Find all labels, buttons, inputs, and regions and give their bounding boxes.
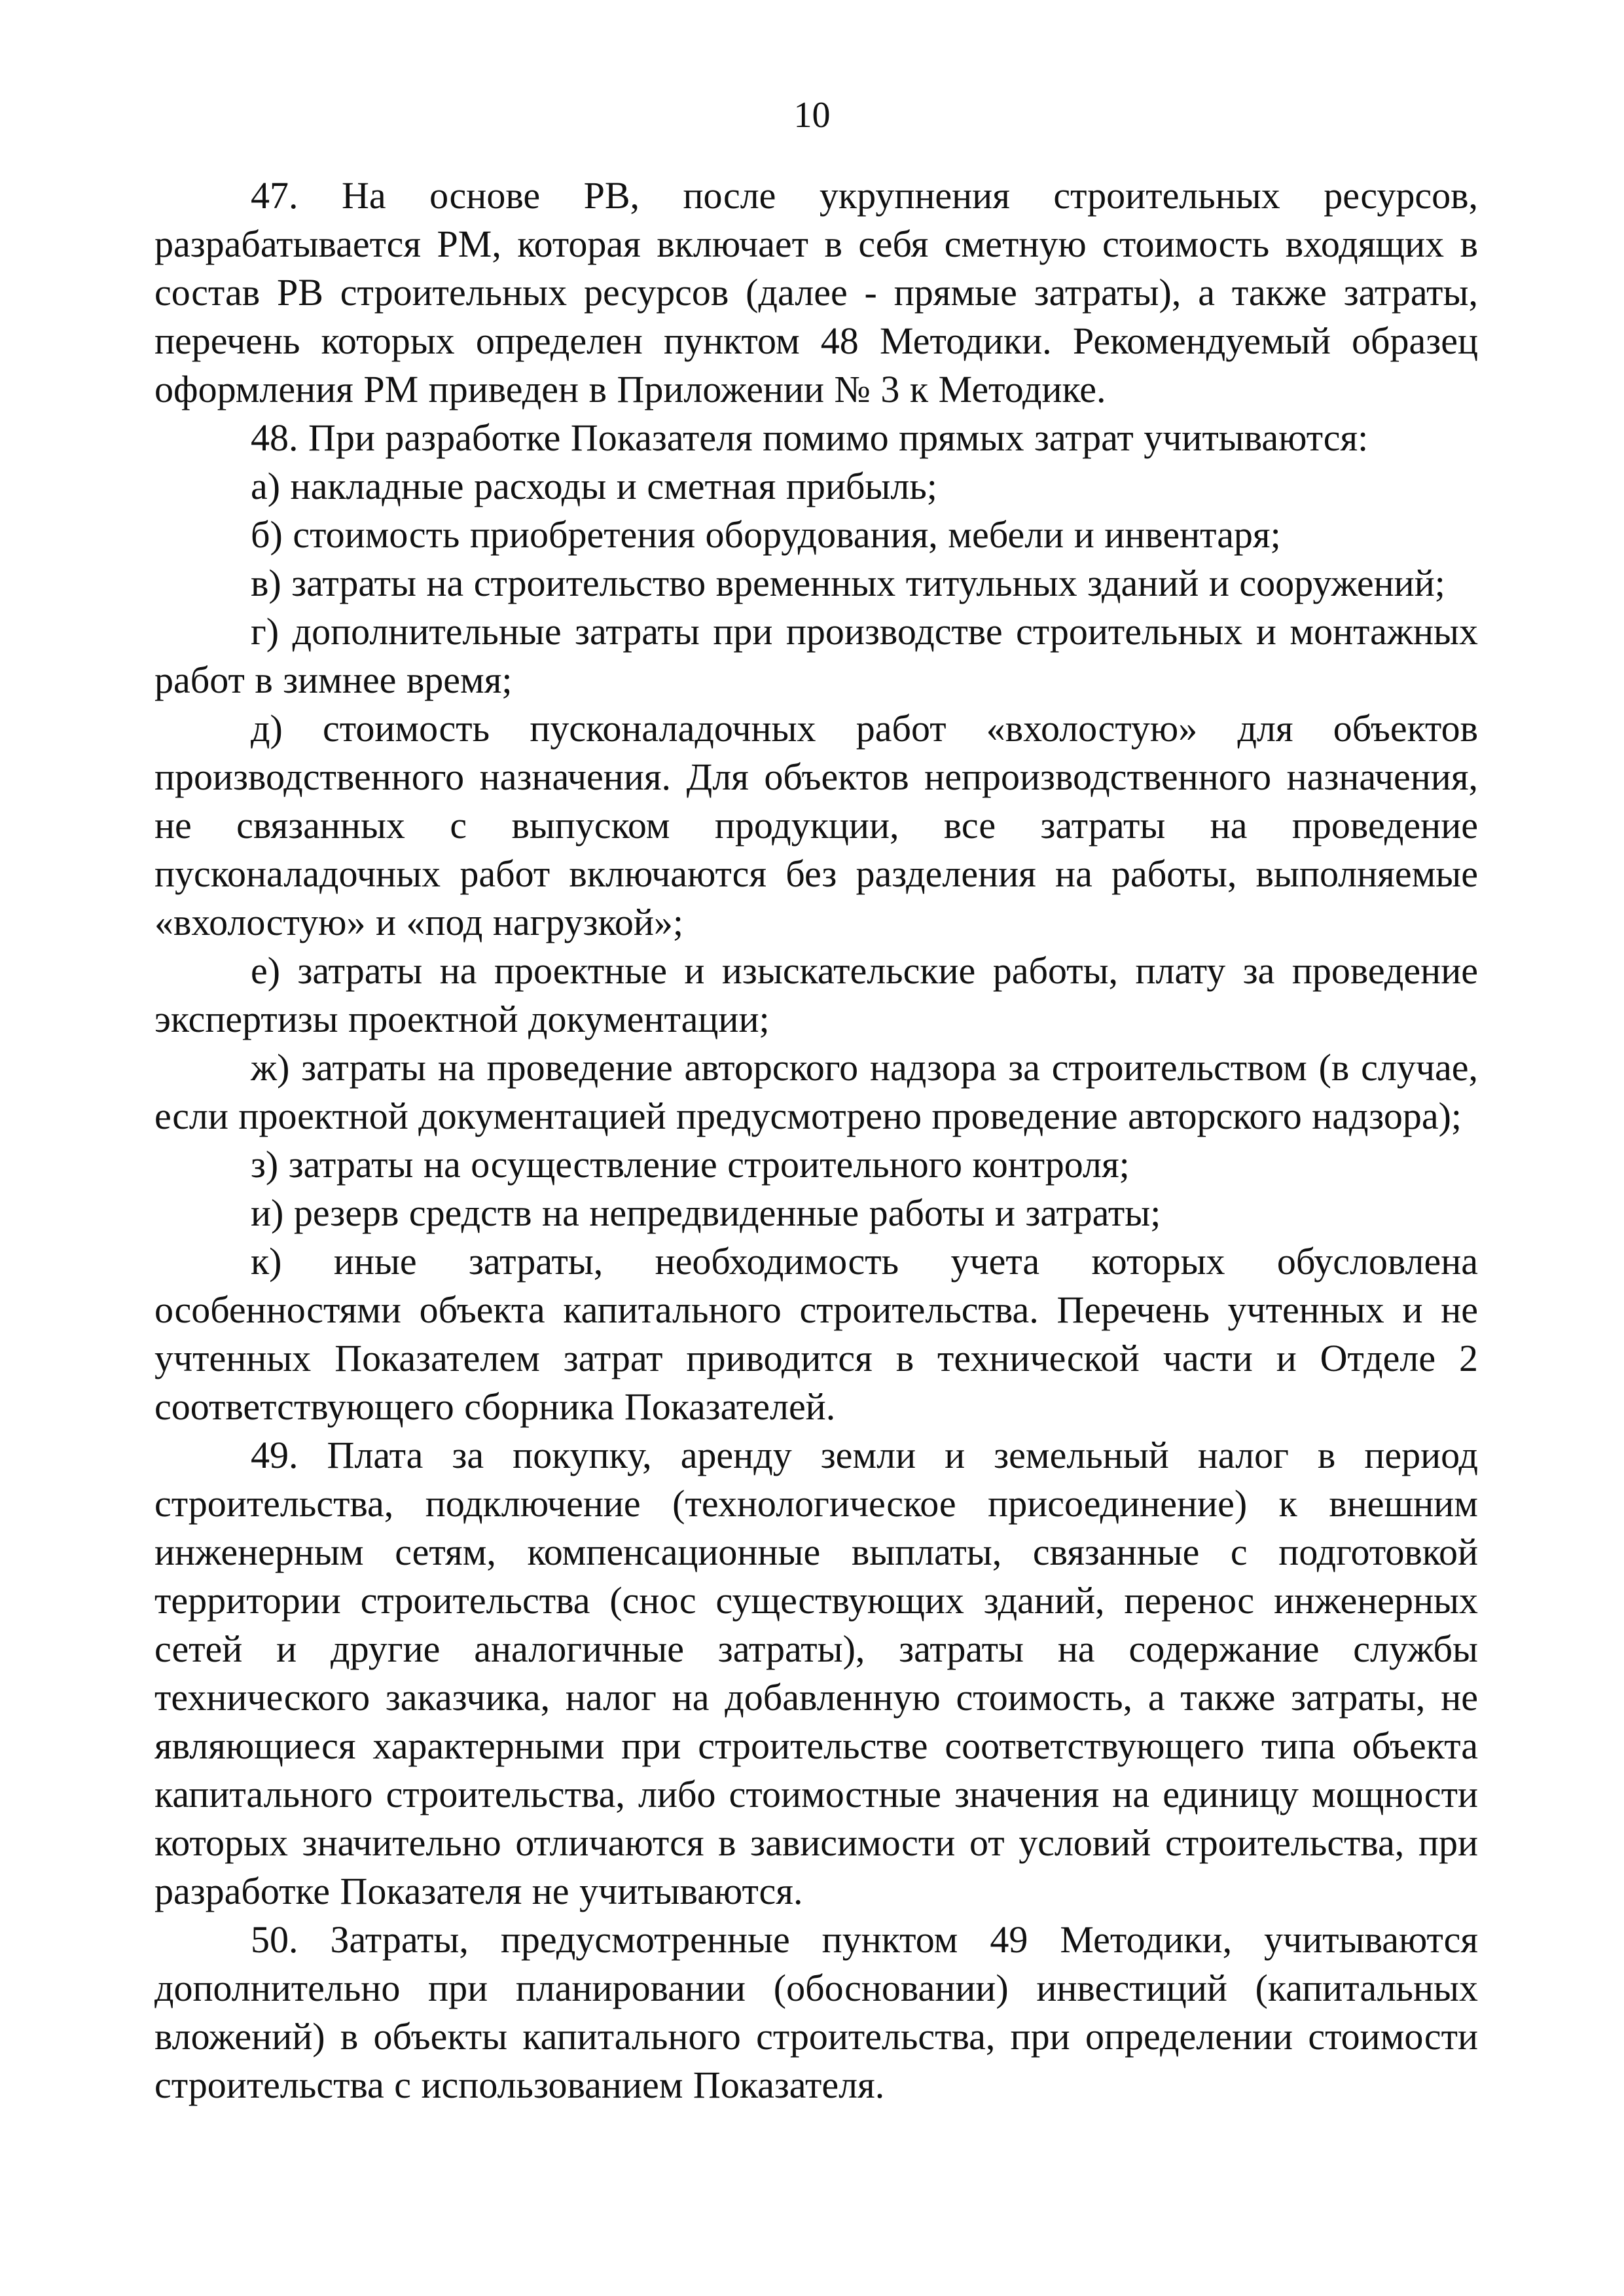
list-item-b: б) стоимость приобретения оборудования, мебели и инвентаря; <box>251 513 1281 556</box>
paragraph-49: 49. Плата за покупку, аренду земли и земельный налог в период строительства, подключение (технологическое присоединение) к внешним инженерным сетям, компенсационные выплаты, связанные с подготовкой территории строительства (снос существующих зданий, перенос инженерных сетей и другие аналогичные затраты), затраты на содержание службы технического заказчика, налог на добавленную стоимость, а также затраты, не являющиеся характерными при строительстве соответствующего типа объекта капитального строительства, либо стоимостные значения на единицу мощности которых значительно отличаются в зависимости от условий строительства, при разработке Показателя не учитываются. <box>154 1434 1478 1912</box>
paragraph-48: 48. При разработке Показателя помимо прямых затрат учитываются: <box>251 416 1369 459</box>
list-item-v: в) затраты на строительство временных титульных зданий и сооружений; <box>251 562 1445 604</box>
list-item-g: г) дополнительные затраты при производстве строительных и монтажных работ в зимнее время; <box>154 610 1478 701</box>
document-body <box>154 172 1478 2109</box>
list-item-z: з) затраты на осуществление строительного контроля; <box>251 1143 1130 1186</box>
list-item-e: е) затраты на проектные и изыскательские работы, плату за проведение экспертизы проектной документации; <box>154 949 1478 1040</box>
page-number: 10 <box>793 95 831 136</box>
list-item-i: и) резерв средств на непредвиденные работы и затраты; <box>251 1192 1161 1234</box>
list-item-k: к) иные затраты, необходимость учета которых обусловлена особенностями объекта капитального строительства. Перечень учтенных и не учтенных Показателем затрат приводится в технической части и Отделе 2 соответствующего сборника Показателей. <box>154 1240 1478 1428</box>
paragraph-50: 50. Затраты, предусмотренные пунктом 49 Методики, учитываются дополнительно при планировании (обосновании) инвестиций (капитальных вложений) в объекты капитального строительства, при определении стоимости строительства с использованием Показателя. <box>154 1918 1478 2106</box>
list-item-d: д) стоимость пусконаладочных работ «вхолостую» для объектов производственного назначения. Для объектов непроизводственного назначения, не связанных с выпуском продукции, все затраты на проведение пусконаладочных работ включаются без разделения на работы, выполняемые «вхолостую» и «под нагрузкой»; <box>154 707 1478 943</box>
list-item-a: а) накладные расходы и сметная прибыль; <box>251 465 937 507</box>
paragraph-47: 47. На основе РВ, после укрупнения строительных ресурсов, разрабатывается РМ, которая включает в себя сметную стоимость входящих в состав РВ строительных ресурсов (далее - прямые затраты), а также затраты, перечень которых определен пунктом 48 Методики. Рекомендуемый образец оформления РМ приведен в Приложении № 3 к Методике. <box>154 174 1478 410</box>
list-item-zh: ж) затраты на проведение авторского надзора за строительством (в случае, если проектной документацией предусмотрено проведение авторского надзора); <box>154 1046 1478 1137</box>
